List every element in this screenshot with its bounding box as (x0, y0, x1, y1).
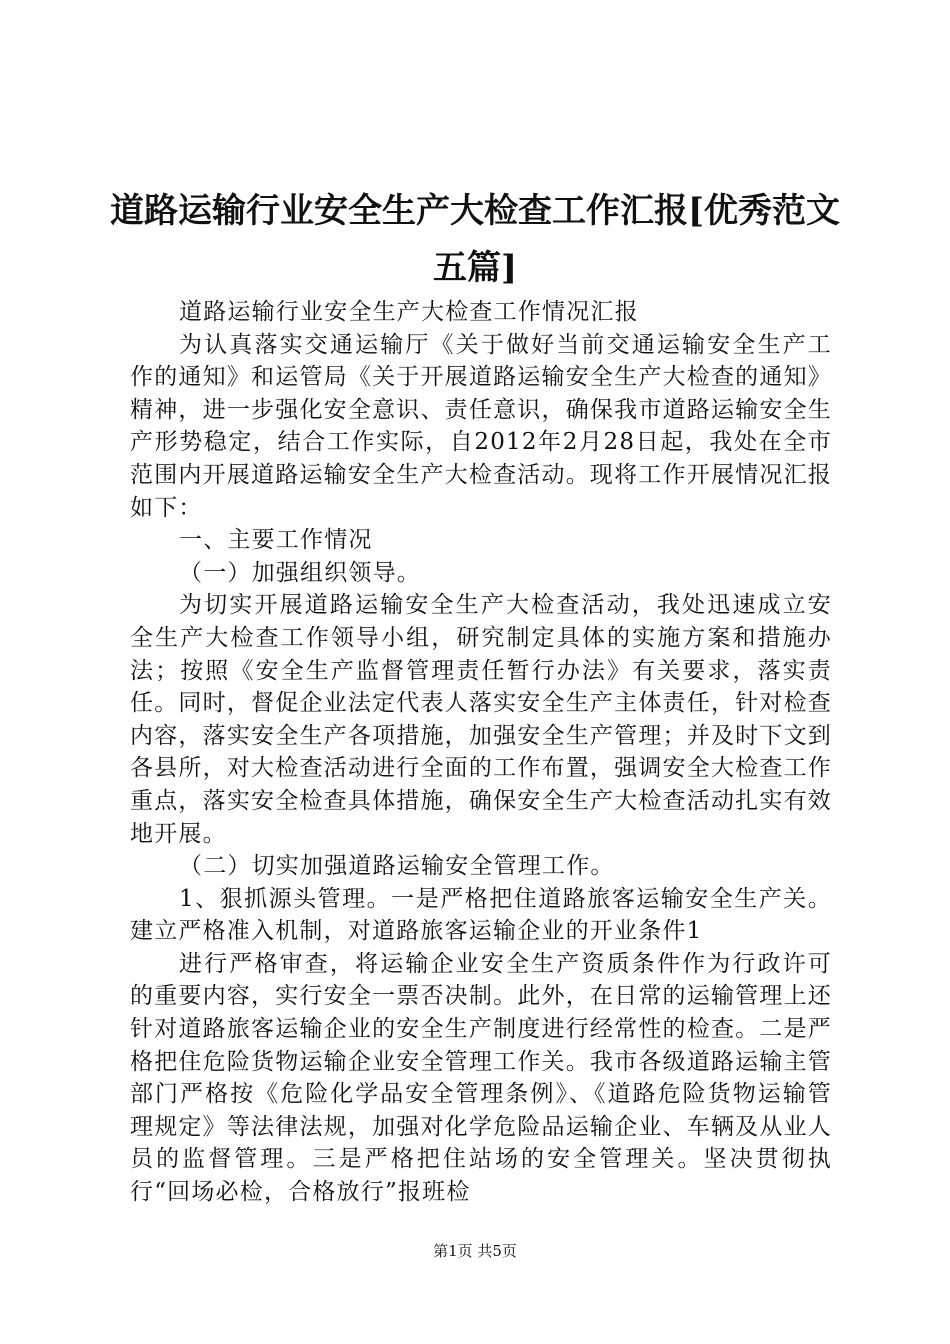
section-heading: 一、主要工作情况 (179, 527, 373, 554)
subtitle-paragraph: 道路运输行业安全生产大检查工作情况汇报 (179, 299, 639, 325)
body-paragraph-1: 为切实开展道路运输安全生产大检查活动，我处迅速成立安全生产大检查工作领导小组，研究制定具体的实施方案和措施办法；按照《安全生产监督管理责任暂行办法》有关要求，落实责任。同时，督促企业法定代表人落实安全生产主体责任，针对检查内容，落实安全生产各项措施，加强安全生产管理；并及时下文到各县所，对大检查活动进行全面的工作布置，强调安全大检查工作重点，落实安全检查具体措施，确保安全生产大检查活动扎实有效地开展。 (130, 592, 832, 847)
body-paragraph-3: 进行严格审查，将运输企业安全生产资质条件作为行政许可的重要内容，实行安全一票否决制。此外，在日常的运输管理上还针对道路旅客运输企业的安全生产制度进行经常性的检查。二是严格把住危险货物运输企业安全管理工作关。我市各级道路运输主管部门严格按《危险化学品安全管理条例》、《道路危险货物运输管理规定》等法律法规，加强对化学危险品运输企业、车辆及从业人员的监督管理。三是严格把住站场的安全管理关。坚决贯彻执行“回场必检，合格放行”报班检 (130, 950, 832, 1206)
subsection-heading-1: （一）加强组织领导。 (179, 559, 421, 586)
intro-paragraph: 为认真落实交通运输厅《关于做好当前交通运输安全生产工作的通知》和运管局《关于开展道路运输安全生产大检查的通知》精神，进一步强化安全意识、责任意识，确保我市道路运输安全生产形势稳定，结合工作实际，自2012年2月28日起，我处在全市范围内开展道路运输安全生产大检查活动。现将工作开展情况汇报如下： (130, 331, 832, 521)
document-body (130, 296, 832, 1209)
page-footer: 第1页 共5页 (433, 1242, 517, 1260)
document-title: 道路运输行业安全生产大检查工作汇报[优秀范文五篇] (109, 191, 841, 288)
subsection-heading-2: （二）切实加强道路运输安全管理工作。 (179, 853, 615, 880)
body-paragraph-2: 1、狠抓源头管理。一是严格把住道路旅客运输安全生产关。建立严格准入机制，对道路旅客运输企业的开业条件1 (130, 885, 832, 945)
